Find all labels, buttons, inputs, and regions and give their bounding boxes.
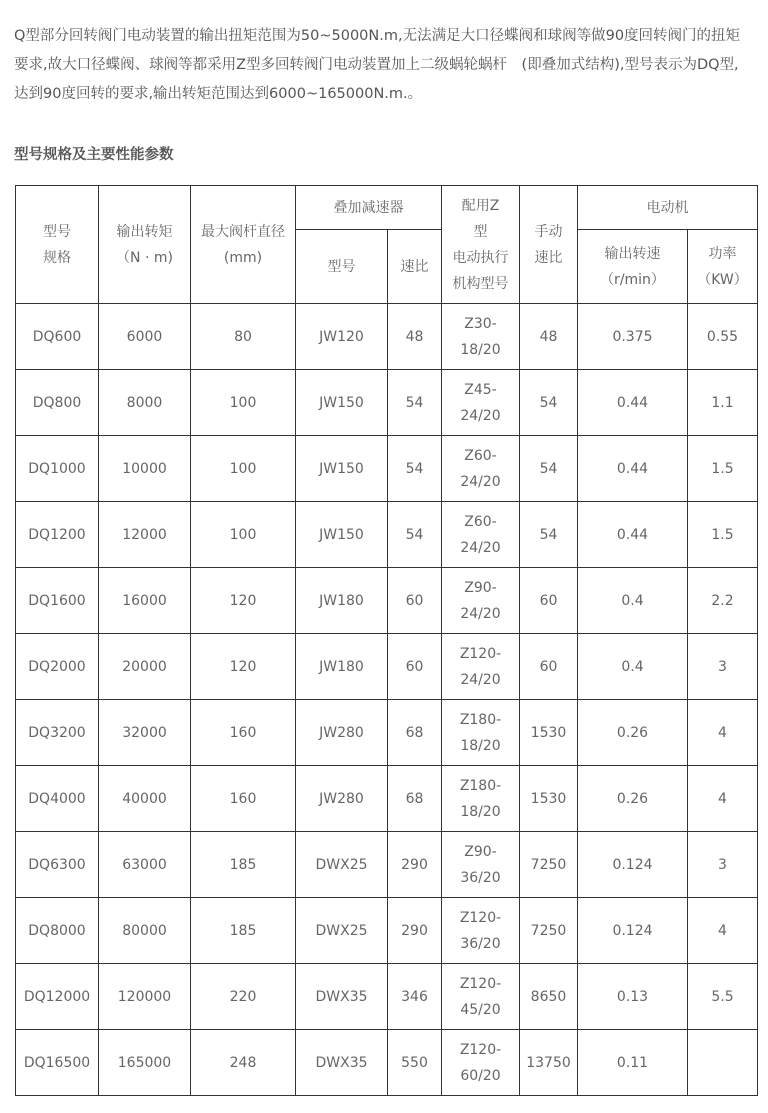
cell-reducer-ratio: 60 (388, 634, 442, 700)
table-row (16, 634, 758, 700)
table-row (16, 370, 758, 436)
cell-manual-ratio: 54 (520, 502, 578, 568)
cell-torque: 16000 (99, 568, 191, 634)
header-reducer-ratio: 速比 (388, 230, 442, 304)
cell-torque: 10000 (99, 436, 191, 502)
actuator-line: Z120- (459, 1041, 502, 1058)
actuator-line: Z45- (464, 381, 497, 398)
header-actuator: 配用Z 型 电动执行 机构型号 (442, 186, 520, 304)
header-row-1 (16, 186, 758, 230)
cell-motor-speed: 0.26 (578, 700, 688, 766)
cell-model: DQ2000 (16, 634, 99, 700)
cell-reducer-model: JW150 (296, 502, 388, 568)
cell-motor-speed: 0.44 (578, 370, 688, 436)
cell-motor-speed: 0.4 (578, 568, 688, 634)
actuator-line: 36/20 (460, 869, 501, 886)
cell-torque: 80000 (99, 898, 191, 964)
actuator-line: 18/20 (460, 341, 501, 358)
cell-motor-speed: 0.375 (578, 304, 688, 370)
cell-actuator (442, 832, 520, 898)
cell-reducer-model: JW150 (296, 436, 388, 502)
cell-model: DQ800 (16, 370, 99, 436)
cell-manual-ratio: 7250 (520, 898, 578, 964)
cell-actuator (442, 898, 520, 964)
cell-actuator (442, 370, 520, 436)
table-row (16, 502, 758, 568)
cell-reducer-model: JW180 (296, 634, 388, 700)
actuator-line: Z180- (459, 777, 502, 794)
cell-actuator (442, 964, 520, 1030)
cell-model: DQ1000 (16, 436, 99, 502)
cell-manual-ratio: 60 (520, 634, 578, 700)
cell-reducer-ratio: 54 (388, 370, 442, 436)
cell-motor-power: 2.2 (688, 568, 758, 634)
header-reducer-model: 型号 (296, 230, 388, 304)
cell-motor-power: 3 (688, 634, 758, 700)
cell-actuator (442, 502, 520, 568)
cell-reducer-model: JW280 (296, 766, 388, 832)
cell-manual-ratio: 8650 (520, 964, 578, 1030)
cell-stem-diameter: 100 (191, 436, 296, 502)
cell-actuator (442, 766, 520, 832)
cell-actuator (442, 634, 520, 700)
cell-motor-speed: 0.4 (578, 634, 688, 700)
actuator-line: Z90- (464, 843, 497, 860)
header-motor: 电动机 (578, 186, 758, 230)
header-motor-speed: 输出转速 （r/min） (578, 230, 688, 304)
section-title: 型号规格及主要性能参数 (14, 147, 174, 163)
cell-reducer-model: JW180 (296, 568, 388, 634)
cell-reducer-model: DWX35 (296, 1030, 388, 1096)
cell-motor-power: 4 (688, 898, 758, 964)
cell-torque: 63000 (99, 832, 191, 898)
cell-actuator (442, 1030, 520, 1096)
cell-torque: 32000 (99, 700, 191, 766)
cell-motor-power: 1.5 (688, 436, 758, 502)
cell-stem-diameter: 160 (191, 700, 296, 766)
cell-model: DQ600 (16, 304, 99, 370)
cell-reducer-ratio: 60 (388, 568, 442, 634)
table-row (16, 832, 758, 898)
cell-model: DQ16500 (16, 1030, 99, 1096)
cell-stem-diameter: 120 (191, 568, 296, 634)
cell-stem-diameter: 80 (191, 304, 296, 370)
cell-reducer-model: DWX25 (296, 898, 388, 964)
actuator-line: Z120- (459, 975, 502, 992)
table-row (16, 1030, 758, 1096)
table-row (16, 898, 758, 964)
actuator-line: Z60- (464, 513, 497, 530)
cell-torque: 165000 (99, 1030, 191, 1096)
cell-manual-ratio: 60 (520, 568, 578, 634)
actuator-line: Z120- (459, 645, 502, 662)
actuator-line: Z60- (464, 447, 497, 464)
cell-reducer-model: JW120 (296, 304, 388, 370)
cell-reducer-ratio: 346 (388, 964, 442, 1030)
actuator-line: 18/20 (460, 803, 501, 820)
table-row (16, 766, 758, 832)
cell-stem-diameter: 100 (191, 370, 296, 436)
actuator-line: Z120- (459, 909, 502, 926)
cell-motor-speed: 0.44 (578, 436, 688, 502)
cell-actuator (442, 568, 520, 634)
cell-torque: 40000 (99, 766, 191, 832)
header-manual-ratio: 手动 速比 (520, 186, 578, 304)
cell-actuator (442, 436, 520, 502)
cell-reducer-ratio: 48 (388, 304, 442, 370)
actuator-line: 36/20 (460, 935, 501, 952)
actuator-line: 24/20 (460, 473, 501, 490)
cell-motor-speed: 0.13 (578, 964, 688, 1030)
cell-manual-ratio: 48 (520, 304, 578, 370)
actuator-line: 24/20 (460, 407, 501, 424)
cell-stem-diameter: 248 (191, 1030, 296, 1096)
header-motor-power: 功率 （KW） (688, 230, 758, 304)
intro-paragraph: Q型部分回转阀门电动装置的输出扭矩范围为50~5000N.m,无法满足大口径蝶阀和球阀等做90度回转阀门的扭矩要求,故大口径蝶阀、球阀等都采用Z型多回转阀门电动装置加上二级蜗轮蜗杆 (即叠加式结构),型号表示为DQ型,达到90度回转的要求,输出转矩范围达到6000~165000N.m.。 (14, 28, 741, 102)
header-model: 型号 规格 (16, 186, 99, 304)
header-torque: 输出转矩 （N · m) (99, 186, 191, 304)
header-reducer: 叠加减速器 (296, 186, 442, 230)
cell-torque: 6000 (99, 304, 191, 370)
actuator-line: 60/20 (460, 1067, 501, 1084)
cell-reducer-ratio: 290 (388, 898, 442, 964)
cell-manual-ratio: 54 (520, 370, 578, 436)
actuator-line: Z90- (464, 579, 497, 596)
cell-stem-diameter: 220 (191, 964, 296, 1030)
cell-reducer-ratio: 54 (388, 502, 442, 568)
cell-reducer-model: JW280 (296, 700, 388, 766)
cell-motor-power: 3 (688, 832, 758, 898)
cell-stem-diameter: 120 (191, 634, 296, 700)
cell-model: DQ4000 (16, 766, 99, 832)
cell-manual-ratio: 1530 (520, 700, 578, 766)
cell-stem-diameter: 100 (191, 502, 296, 568)
table-row (16, 568, 758, 634)
table-row (16, 700, 758, 766)
cell-motor-power: 4 (688, 766, 758, 832)
actuator-line: 24/20 (460, 671, 501, 688)
cell-motor-speed: 0.124 (578, 898, 688, 964)
actuator-line: Z180- (459, 711, 502, 728)
cell-motor-power (688, 1030, 758, 1096)
cell-manual-ratio: 13750 (520, 1030, 578, 1096)
actuator-line: 24/20 (460, 605, 501, 622)
header-stem-diameter: 最大阀杆直径 (mm) (191, 186, 296, 304)
cell-manual-ratio: 7250 (520, 832, 578, 898)
cell-model: DQ3200 (16, 700, 99, 766)
cell-motor-speed: 0.124 (578, 832, 688, 898)
cell-actuator (442, 700, 520, 766)
cell-manual-ratio: 1530 (520, 766, 578, 832)
table-row (16, 304, 758, 370)
cell-reducer-ratio: 550 (388, 1030, 442, 1096)
actuator-line: 45/20 (460, 1001, 501, 1018)
cell-model: DQ6300 (16, 832, 99, 898)
cell-motor-power: 0.55 (688, 304, 758, 370)
cell-stem-diameter: 185 (191, 898, 296, 964)
cell-model: DQ8000 (16, 898, 99, 964)
cell-motor-speed: 0.11 (578, 1030, 688, 1096)
table-row (16, 436, 758, 502)
cell-reducer-ratio: 68 (388, 700, 442, 766)
cell-motor-speed: 0.26 (578, 766, 688, 832)
cell-reducer-ratio: 290 (388, 832, 442, 898)
table-row (16, 964, 758, 1030)
cell-motor-power: 1.1 (688, 370, 758, 436)
actuator-line: 24/20 (460, 539, 501, 556)
cell-torque: 20000 (99, 634, 191, 700)
cell-stem-diameter: 185 (191, 832, 296, 898)
cell-motor-power: 4 (688, 700, 758, 766)
actuator-line: 18/20 (460, 737, 501, 754)
cell-stem-diameter: 160 (191, 766, 296, 832)
cell-actuator (442, 304, 520, 370)
cell-torque: 12000 (99, 502, 191, 568)
cell-torque: 120000 (99, 964, 191, 1030)
cell-model: DQ1600 (16, 568, 99, 634)
actuator-line: Z30- (464, 315, 497, 332)
cell-manual-ratio: 54 (520, 436, 578, 502)
cell-motor-power: 1.5 (688, 502, 758, 568)
cell-reducer-ratio: 68 (388, 766, 442, 832)
cell-torque: 8000 (99, 370, 191, 436)
cell-model: DQ1200 (16, 502, 99, 568)
cell-reducer-ratio: 54 (388, 436, 442, 502)
cell-reducer-model: DWX25 (296, 832, 388, 898)
spec-table (15, 185, 758, 1096)
cell-motor-power: 5.5 (688, 964, 758, 1030)
cell-reducer-model: DWX35 (296, 964, 388, 1030)
cell-motor-speed: 0.44 (578, 502, 688, 568)
cell-model: DQ12000 (16, 964, 99, 1030)
cell-reducer-model: JW150 (296, 370, 388, 436)
